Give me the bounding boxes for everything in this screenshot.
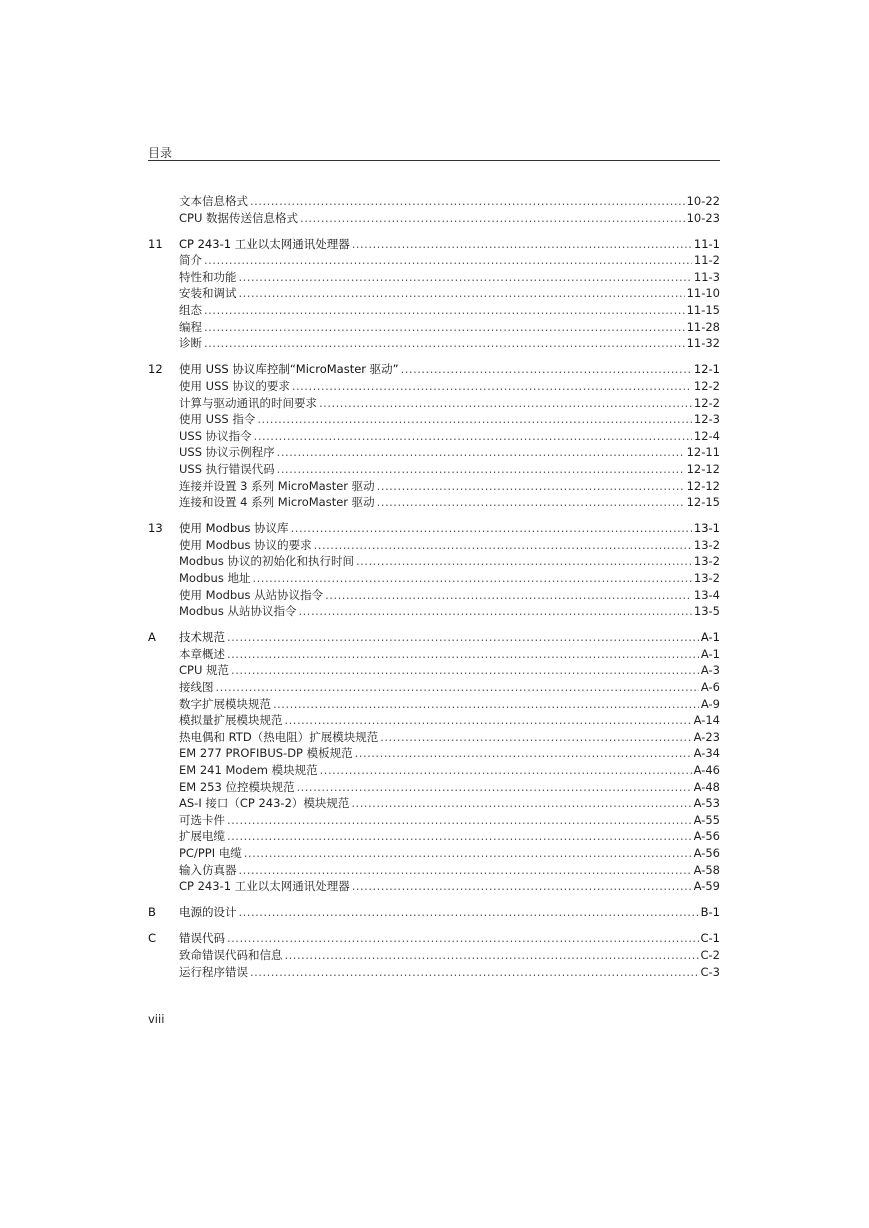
toc-entry [179,428,720,445]
toc-entry-row[interactable] [148,779,720,796]
toc-entry [179,319,720,336]
dot-leader [377,478,685,495]
chapter-title: 错误代码 [179,931,225,946]
entry-title: Modbus 从站协议指令 [179,604,297,619]
toc-entry [179,878,720,895]
toc-chapter-row[interactable] [148,930,720,947]
header-title: 目录 [148,146,173,160]
toc-entry-row[interactable] [148,494,720,511]
toc-entry-row[interactable] [148,762,720,779]
toc-entry [179,679,720,696]
toc-entry [179,812,720,829]
dot-leader [319,395,692,412]
entry-title: CPU 规范 [179,663,230,678]
toc-entry [179,745,720,762]
dot-leader [320,762,692,779]
toc-entry-row[interactable] [148,729,720,746]
chapter-number: 11 [148,236,163,251]
page-ref: 13-2 [693,554,720,569]
chapter-number: 13 [148,521,163,536]
table-of-contents [148,193,720,990]
page-ref: A-56 [693,845,720,860]
page-ref: B-1 [700,905,720,920]
dot-leader [351,795,691,812]
toc-entry-row[interactable] [148,395,720,412]
chapter-number: B [148,905,156,920]
toc-entry [179,520,720,537]
toc-entry [179,537,720,554]
entry-title: 数字扩展模块规范 [179,696,271,711]
toc-entry-row[interactable] [148,553,720,570]
page-ref: A-3 [700,663,720,678]
toc-section [148,629,720,895]
dot-leader [401,361,692,378]
toc-entry-row[interactable] [148,845,720,862]
toc-entry [179,762,720,779]
page-ref: A-23 [693,729,720,744]
dot-leader [239,285,685,302]
toc-entry-row[interactable] [148,461,720,478]
entry-title: 连接并设置 3 系列 MicroMaster 驱动 [179,478,375,493]
entry-title: 扩展电缆 [179,829,225,844]
toc-entry [179,779,720,796]
page-ref: 11-1 [693,236,720,251]
toc-entry [179,553,720,570]
dot-leader [352,878,692,895]
dot-leader [227,930,699,947]
toc-entry [179,712,720,729]
dot-leader [285,947,699,964]
toc-entry-row[interactable] [148,646,720,663]
entry-title: 致命错误代码和信息 [179,947,283,962]
page-ref: 10-23 [686,210,720,225]
dot-leader [253,570,692,587]
toc-entry-row[interactable] [148,302,720,319]
toc-entry-row[interactable] [148,696,720,713]
entry-title: PC/PPI 电缆 [179,845,242,860]
toc-entry [179,587,720,604]
entry-title: USS 协议指令 [179,428,252,443]
dot-leader [291,520,692,537]
toc-entry-row[interactable] [148,252,720,269]
page-ref: 12-1 [693,362,720,377]
entry-title: CPU 数据传送信息格式 [179,210,299,225]
toc-entry [179,930,720,947]
toc-entry [179,378,720,395]
toc-entry [179,285,720,302]
toc-chapter-row[interactable] [148,236,720,253]
toc-entry-row[interactable] [148,210,720,227]
toc-entry-row[interactable] [148,378,720,395]
page-ref: A-46 [693,763,720,777]
entry-title: Modbus 地址 [179,570,251,585]
toc-entry-row[interactable] [148,444,720,461]
dot-leader [216,679,699,696]
toc-entry-row[interactable] [148,570,720,587]
page-ref: 13-4 [693,587,720,602]
page-ref: C-3 [700,964,720,979]
page-ref: 11-28 [686,319,720,334]
dot-leader [204,252,692,269]
dot-leader [299,603,692,620]
toc-entry-row[interactable] [148,478,720,495]
chapter-title: 使用 USS 协议库控制“MicroMaster 驱动” [179,362,399,377]
page-ref: 12-12 [686,478,720,493]
toc-entry [179,696,720,713]
toc-entry-row[interactable] [148,411,720,428]
entry-title: 热电偶和 RTD（热电阻）扩展模块规范 [179,729,379,744]
dot-leader [231,662,699,679]
entry-title: USS 协议示例程序 [179,445,275,460]
entry-title: USS 执行错误代码 [179,461,275,476]
toc-entry-row[interactable] [148,828,720,845]
page-ref: 12-3 [693,412,720,427]
toc-entry-row[interactable] [148,335,720,352]
dot-leader [296,779,691,796]
page-ref: 12-11 [686,445,720,460]
page-ref: 11-10 [686,286,720,301]
toc-entry [179,603,720,620]
toc-section [148,193,720,226]
toc-entry [179,729,720,746]
entry-title: 诊断 [179,336,202,351]
page-ref: 11-2 [693,253,720,268]
entry-title: 使用 USS 协议的要求 [179,378,290,393]
toc-entry [179,335,720,352]
page-ref: 11-32 [686,336,720,351]
toc-entry-row[interactable] [148,603,720,620]
page-ref: A-1 [700,630,720,645]
dot-leader [257,411,692,428]
page-ref: A-48 [693,779,720,794]
dot-leader [227,828,692,845]
toc-entry-row[interactable] [148,812,720,829]
entry-title: 本章概述 [179,646,225,661]
toc-entry-row[interactable] [148,285,720,302]
page-ref: 10-22 [686,194,720,208]
page-ref: A-56 [693,829,720,844]
toc-entry [179,828,720,845]
entry-title: 使用 Modbus 协议的要求 [179,537,312,552]
entry-title: 运行程序错误 [179,964,248,979]
dot-leader [380,729,691,746]
dot-leader [239,269,692,286]
dot-leader [273,696,699,713]
dot-leader [250,193,685,210]
entry-title: CP 243-1 工业以太网通讯处理器 [179,879,350,894]
entry-title: 接线图 [179,680,214,695]
toc-entry-row[interactable] [148,878,720,895]
chapter-number: C [148,931,157,946]
chapter-number: 12 [148,362,163,377]
toc-section [148,930,720,980]
toc-entry [179,236,720,253]
page-ref: A-34 [693,746,720,761]
dot-leader [250,964,699,981]
dot-leader [285,712,692,729]
toc-entry [179,269,720,286]
toc-entry [179,193,720,210]
toc-entry [179,361,720,378]
page-ref: 12-2 [693,378,720,393]
toc-entry [179,947,720,964]
page-ref: 13-2 [693,537,720,552]
page-ref: A-14 [693,713,720,728]
entry-title: 连接和设置 4 系列 MicroMaster 驱动 [179,495,375,510]
page-ref: C-2 [700,947,720,962]
dot-leader [314,537,692,554]
page-ref: 11-15 [686,303,720,318]
toc-section [148,361,720,510]
toc-entry-row[interactable] [148,679,720,696]
toc-chapter-row[interactable] [148,520,720,537]
entry-title: EM 241 Modem 模块规范 [179,763,318,777]
toc-entry-row[interactable] [148,662,720,679]
page-ref: 13-2 [693,570,720,585]
toc-entry [179,845,720,862]
entry-title: 安装和调试 [179,286,237,301]
dot-leader [377,494,685,511]
dot-leader [204,302,685,319]
page-ref: A-9 [700,696,720,711]
toc-entry [179,904,720,921]
page-ref: 12-4 [693,428,720,443]
dot-leader [227,629,699,646]
page-ref: A-58 [693,862,720,877]
page-ref: A-53 [693,796,720,811]
entry-title: 特性和功能 [179,269,237,284]
entry-title: 编程 [179,319,202,334]
page-ref: C-1 [700,931,720,946]
toc-section [148,520,720,620]
dot-leader [204,335,685,352]
toc-entry [179,862,720,879]
toc-entry [179,210,720,227]
toc-entry [179,646,720,663]
dot-leader [227,812,692,829]
entry-title: 可选卡件 [179,812,225,827]
toc-entry-row[interactable] [148,795,720,812]
entry-title: 文本信息格式 [179,194,248,208]
toc-entry-row[interactable] [148,947,720,964]
toc-entry [179,444,720,461]
chapter-title: 电源的设计 [179,905,237,920]
page-ref: 12-15 [686,495,720,510]
dot-leader [204,319,685,336]
entry-title: Modbus 协议的初始化和执行时间 [179,554,354,569]
entry-title: 使用 Modbus 从站协议指令 [179,587,324,602]
toc-entry-row[interactable] [148,745,720,762]
toc-entry [179,411,720,428]
page-ref: A-59 [693,879,720,894]
entry-title: EM 277 PROFIBUS-DP 模板规范 [179,746,353,761]
entry-title: 组态 [179,303,202,318]
entry-title: 使用 USS 指令 [179,412,256,427]
entry-title: 输入仿真器 [179,862,237,877]
toc-entry-row[interactable] [148,862,720,879]
dot-leader [277,461,685,478]
entry-title: 简介 [179,253,202,268]
page-ref: 12-12 [686,461,720,476]
page-header [148,142,720,161]
dot-leader [356,553,692,570]
page-ref: 13-1 [693,521,720,536]
dot-leader [244,845,692,862]
toc-entry-row[interactable] [148,964,720,981]
toc-entry [179,964,720,981]
dot-leader [355,745,692,762]
toc-entry [179,494,720,511]
chapter-title: CP 243-1 工业以太网通讯处理器 [179,236,350,251]
page-ref: A-1 [700,646,720,661]
entry-title: EM 253 位控模块规范 [179,779,295,794]
toc-entry-row[interactable] [148,537,720,554]
dot-leader [254,428,692,445]
toc-entry [179,795,720,812]
page-ref: 12-2 [693,395,720,410]
dot-leader [300,210,685,227]
chapter-title: 使用 Modbus 协议库 [179,521,289,536]
page-number: viii [148,1012,165,1026]
toc-entry [179,302,720,319]
toc-chapter-row[interactable] [148,629,720,646]
dot-leader [325,587,692,604]
dot-leader [239,862,692,879]
toc-entry [179,629,720,646]
toc-chapter-row[interactable] [148,361,720,378]
chapter-number: A [148,630,156,645]
page-ref: A-55 [693,812,720,827]
page-ref: 11-3 [693,269,720,284]
dot-leader [292,378,692,395]
dot-leader [239,904,699,921]
dot-leader [227,646,699,663]
toc-entry-row[interactable] [148,428,720,445]
toc-entry [179,570,720,587]
toc-entry [179,252,720,269]
dot-leader [277,444,685,461]
toc-entry-row[interactable] [148,193,720,210]
toc-entry [179,478,720,495]
toc-section [148,236,720,352]
entry-title: AS-I 接口（CP 243-2）模块规范 [179,796,350,811]
toc-entry [179,662,720,679]
toc-entry [179,395,720,412]
toc-entry-row[interactable] [148,712,720,729]
toc-entry-row[interactable] [148,319,720,336]
dot-leader [352,236,692,253]
entry-title: 计算与驱动通讯的时间要求 [179,395,317,410]
page-ref: A-6 [700,680,720,695]
entry-title: 模拟量扩展模块规范 [179,713,283,728]
toc-entry-row[interactable] [148,587,720,604]
toc-chapter-row[interactable] [148,904,720,921]
toc-section [148,904,720,921]
toc-entry [179,461,720,478]
toc-entry-row[interactable] [148,269,720,286]
chapter-title: 技术规范 [179,630,225,645]
page-ref: 13-5 [693,604,720,619]
